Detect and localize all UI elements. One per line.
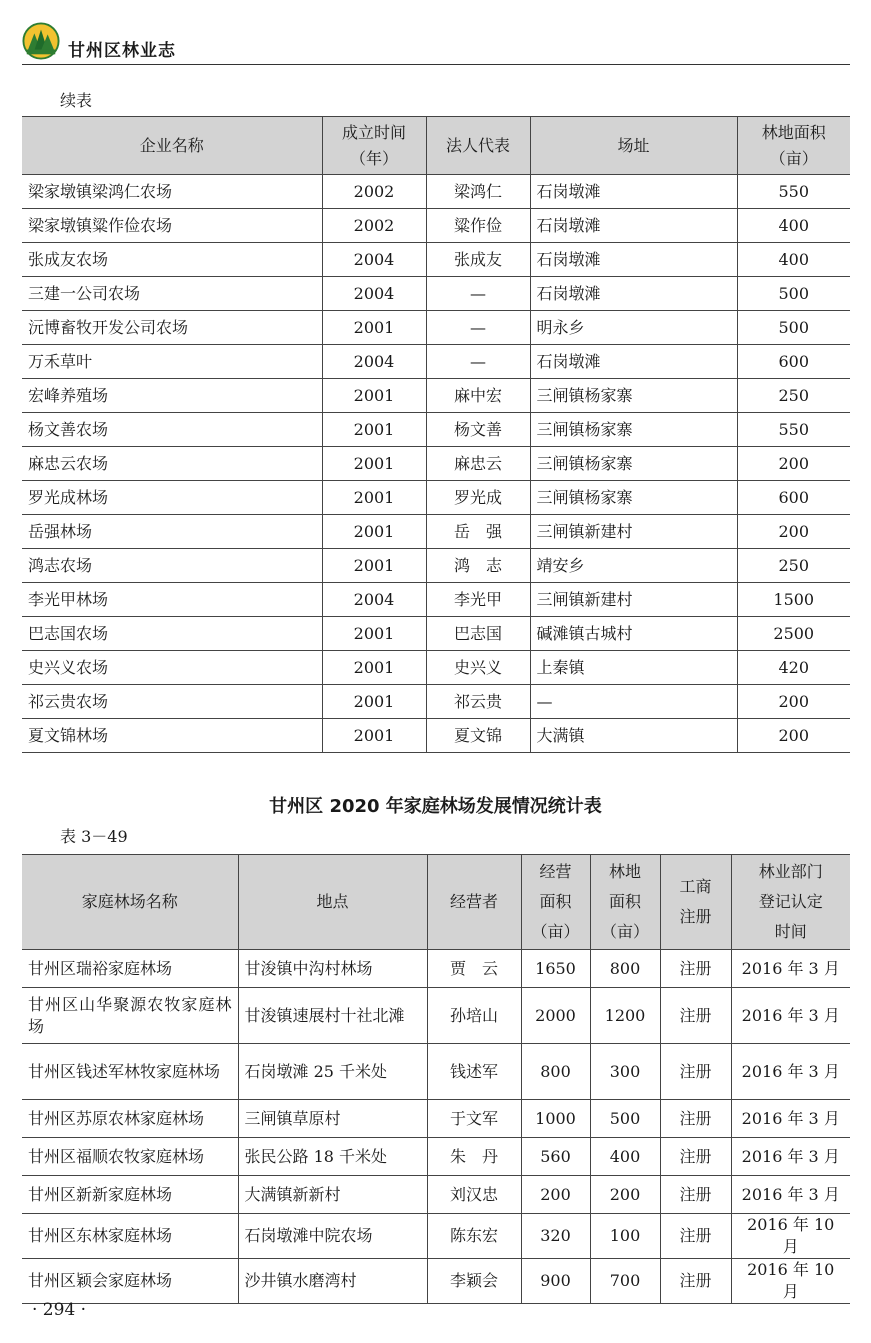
table-cell: 巴志国 [426, 617, 530, 651]
table-cell: 贾 云 [427, 950, 521, 988]
table-cell: 2004 [322, 583, 426, 617]
table-cell: 罗光成 [426, 481, 530, 515]
table-cell: 沅博畜牧开发公司农场 [22, 311, 322, 345]
table-cell: 2001 [322, 447, 426, 481]
table-cell: 朱 丹 [427, 1138, 521, 1176]
table-cell: 石岗墩滩 [530, 209, 737, 243]
table-row [22, 379, 850, 413]
forest-logo-icon [22, 22, 60, 60]
table-cell: 1500 [737, 583, 850, 617]
table-cell: 2001 [322, 515, 426, 549]
page-number: · 294 · [32, 1300, 87, 1320]
table-row [22, 1100, 850, 1138]
table-cell: 1650 [521, 950, 590, 988]
table-cell: 2016 年 3 月 [731, 988, 850, 1044]
table-cell: 2001 [322, 549, 426, 583]
table-row [22, 413, 850, 447]
table2-title: 甘州区 2020 年家庭林场发展情况统计表 [269, 796, 602, 817]
table-cell: 2001 [322, 651, 426, 685]
table-cell: 2016 年 3 月 [731, 950, 850, 988]
table2-caption: 表 3－49 [60, 827, 128, 846]
table-cell: 500 [590, 1100, 660, 1138]
column-header: 成立时间 （年） [322, 117, 426, 175]
table-cell: 注册 [660, 950, 731, 988]
table-cell: 三建一公司农场 [22, 277, 322, 311]
table-cell: 2004 [322, 345, 426, 379]
table-cell: 三闸镇新建村 [530, 583, 737, 617]
table-cell: 万禾草叶 [22, 345, 322, 379]
table-cell: 2016 年 3 月 [731, 1100, 850, 1138]
table-cell: 600 [737, 345, 850, 379]
table-cell: 李颖会 [427, 1259, 521, 1304]
table-cell: 甘州区苏原农林家庭林场 [22, 1100, 238, 1138]
table-cell: 石岗墩滩 [530, 243, 737, 277]
table-cell: 史兴义 [426, 651, 530, 685]
table-cell: 李光甲林场 [22, 583, 322, 617]
table-cell: 注册 [660, 1100, 731, 1138]
table-cell: 560 [521, 1138, 590, 1176]
table-cell: 三闸镇杨家寨 [530, 447, 737, 481]
table-row [22, 515, 850, 549]
table1-caption: 续表 [60, 91, 93, 110]
book-title: 甘州区林业志 [68, 41, 176, 61]
table-row [22, 549, 850, 583]
table-cell: 岳强林场 [22, 515, 322, 549]
table-cell: 200 [737, 447, 850, 481]
table-cell: 500 [737, 277, 850, 311]
table-cell: 甘州区颖会家庭林场 [22, 1259, 238, 1304]
table-cell: 1000 [521, 1100, 590, 1138]
table-cell: 550 [737, 413, 850, 447]
table-cell: 梁鸿仁 [426, 175, 530, 209]
table-cell: 祁云贵农场 [22, 685, 322, 719]
column-header: 林地 面积 （亩） [590, 855, 660, 950]
table-cell: 史兴义农场 [22, 651, 322, 685]
table-row [22, 651, 850, 685]
table-cell: 2001 [322, 379, 426, 413]
table-cell: 900 [521, 1259, 590, 1304]
table-row [22, 1138, 850, 1176]
table-cell: 2001 [322, 481, 426, 515]
table-cell: 于文军 [427, 1100, 521, 1138]
table-row [22, 277, 850, 311]
table-cell: 大满镇新新村 [238, 1176, 427, 1214]
table-cell: 400 [737, 243, 850, 277]
enterprise-farm-table [22, 116, 850, 753]
table-row [22, 1259, 850, 1304]
table-cell: 200 [737, 515, 850, 549]
table-cell: 注册 [660, 1044, 731, 1100]
table-cell: 甘州区瑞裕家庭林场 [22, 950, 238, 988]
column-header: 法人代表 [426, 117, 530, 175]
table-cell: 三闸镇草原村 [238, 1100, 427, 1138]
table-row [22, 988, 850, 1044]
table-cell: 粱作俭 [426, 209, 530, 243]
table-cell: 沙井镇水磨湾村 [238, 1259, 427, 1304]
table-cell: 2002 [322, 175, 426, 209]
table-cell: 巴志国农场 [22, 617, 322, 651]
table-cell: 250 [737, 379, 850, 413]
table-cell: 张成友农场 [22, 243, 322, 277]
column-header: 家庭林场名称 [22, 855, 238, 950]
table-cell: 鸿 志 [426, 549, 530, 583]
table-cell: 600 [737, 481, 850, 515]
table-cell: 梁家墩镇梁鸿仁农场 [22, 175, 322, 209]
table-cell: — [426, 345, 530, 379]
table-cell: 800 [590, 950, 660, 988]
column-header: 企业名称 [22, 117, 322, 175]
table-cell: 300 [590, 1044, 660, 1100]
table-cell: 石岗墩滩 [530, 345, 737, 379]
table-row [22, 175, 850, 209]
page-header [22, 20, 850, 65]
table-cell: 2001 [322, 685, 426, 719]
table-cell: 100 [590, 1214, 660, 1259]
table-cell: 杨文善 [426, 413, 530, 447]
table-cell: 注册 [660, 1138, 731, 1176]
table-cell: 2016 年 3 月 [731, 1176, 850, 1214]
table-cell: 400 [737, 209, 850, 243]
table-cell: 甘州区钱述军林牧家庭林场 [22, 1044, 238, 1100]
table-cell: — [426, 311, 530, 345]
table-row [22, 481, 850, 515]
column-header: 经营者 [427, 855, 521, 950]
table-cell: 1200 [590, 988, 660, 1044]
table-cell: 麻忠云农场 [22, 447, 322, 481]
table-cell: 注册 [660, 1176, 731, 1214]
column-header: 场址 [530, 117, 737, 175]
table-cell: 甘州区山华聚源农牧家庭林场 [22, 988, 238, 1044]
table-cell: 2016 年 3 月 [731, 1044, 850, 1100]
table-cell: 2002 [322, 209, 426, 243]
table-cell: 大满镇 [530, 719, 737, 753]
table-cell: 注册 [660, 988, 731, 1044]
table-row [22, 243, 850, 277]
column-header: 工商 注册 [660, 855, 731, 950]
table-cell: 甘州区福顺农牧家庭林场 [22, 1138, 238, 1176]
table-cell: 250 [737, 549, 850, 583]
table-cell: 梁家墩镇粱作俭农场 [22, 209, 322, 243]
table-cell: 500 [737, 311, 850, 345]
table-cell: 200 [590, 1176, 660, 1214]
table-cell: 三闸镇新建村 [530, 515, 737, 549]
column-header: 地点 [238, 855, 427, 950]
table-cell: 2001 [322, 617, 426, 651]
table-cell: 2004 [322, 277, 426, 311]
table-cell: 2016 年 3 月 [731, 1138, 850, 1176]
table-cell: 碱滩镇古城村 [530, 617, 737, 651]
table-cell: 刘汉忠 [427, 1176, 521, 1214]
table-cell: 2000 [521, 988, 590, 1044]
table-cell: 靖安乡 [530, 549, 737, 583]
table-cell: 甘浚镇中沟村林场 [238, 950, 427, 988]
table-cell: 甘州区新新家庭林场 [22, 1176, 238, 1214]
table-row [22, 1044, 850, 1100]
table-cell: 800 [521, 1044, 590, 1100]
table-cell: 200 [737, 719, 850, 753]
table-row [22, 950, 850, 988]
column-header: 经营 面积 （亩） [521, 855, 590, 950]
table-cell: — [530, 685, 737, 719]
table-cell: 甘浚镇速展村十社北滩 [238, 988, 427, 1044]
table-cell: 岳 强 [426, 515, 530, 549]
table-cell: 2001 [322, 413, 426, 447]
table-row [22, 1214, 850, 1259]
table-row [22, 685, 850, 719]
table-cell: 孙培山 [427, 988, 521, 1044]
table-cell: 2500 [737, 617, 850, 651]
column-header: 林地面积 （亩） [737, 117, 850, 175]
table-cell: 700 [590, 1259, 660, 1304]
table-cell: 石岗墩滩 [530, 175, 737, 209]
column-header: 林业部门 登记认定 时间 [731, 855, 850, 950]
table-cell: 三闸镇杨家寨 [530, 379, 737, 413]
table-row [22, 719, 850, 753]
table-cell: 2004 [322, 243, 426, 277]
table-row [22, 617, 850, 651]
table-row [22, 583, 850, 617]
table-cell: 钱述军 [427, 1044, 521, 1100]
table-cell: 夏文锦林场 [22, 719, 322, 753]
table-cell: — [426, 277, 530, 311]
table-row [22, 447, 850, 481]
table-cell: 注册 [660, 1214, 731, 1259]
table-cell: 甘州区东林家庭林场 [22, 1214, 238, 1259]
table-cell: 石岗墩滩 25 千米处 [238, 1044, 427, 1100]
table-cell: 明永乡 [530, 311, 737, 345]
table-row [22, 345, 850, 379]
table-row [22, 1176, 850, 1214]
table-cell: 祁云贵 [426, 685, 530, 719]
table-cell: 200 [737, 685, 850, 719]
table-cell: 2001 [322, 311, 426, 345]
table-cell: 石岗墩滩中院农场 [238, 1214, 427, 1259]
table-row [22, 209, 850, 243]
table-cell: 400 [590, 1138, 660, 1176]
family-forest-farm-table [22, 854, 850, 1304]
table-cell: 鸿志农场 [22, 549, 322, 583]
table-cell: 2001 [322, 719, 426, 753]
table-cell: 三闸镇杨家寨 [530, 413, 737, 447]
table-cell: 麻中宏 [426, 379, 530, 413]
table-cell: 杨文善农场 [22, 413, 322, 447]
table-cell: 李光甲 [426, 583, 530, 617]
table-cell: 2016 年 10 月 [731, 1214, 850, 1259]
table-cell: 320 [521, 1214, 590, 1259]
table-cell: 张民公路 18 千米处 [238, 1138, 427, 1176]
table-cell: 注册 [660, 1259, 731, 1304]
table-cell: 200 [521, 1176, 590, 1214]
table-cell: 550 [737, 175, 850, 209]
table-cell: 陈东宏 [427, 1214, 521, 1259]
table-cell: 上秦镇 [530, 651, 737, 685]
table-cell: 三闸镇杨家寨 [530, 481, 737, 515]
table-cell: 夏文锦 [426, 719, 530, 753]
table-cell: 麻忠云 [426, 447, 530, 481]
table-row [22, 311, 850, 345]
table-cell: 罗光成林场 [22, 481, 322, 515]
table-cell: 石岗墩滩 [530, 277, 737, 311]
table-cell: 2016 年 10 月 [731, 1259, 850, 1304]
table-cell: 420 [737, 651, 850, 685]
table-cell: 宏峰养殖场 [22, 379, 322, 413]
table-cell: 张成友 [426, 243, 530, 277]
